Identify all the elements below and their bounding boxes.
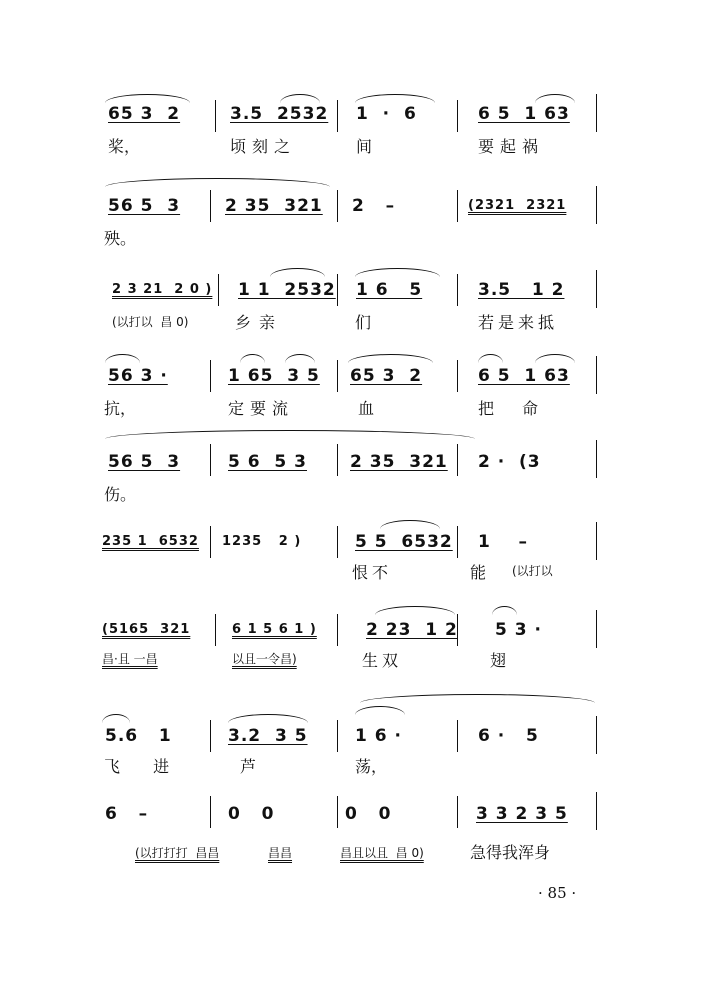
notes-5-3: 2 35 321 xyxy=(350,452,448,472)
lyric-7-1: 生双 xyxy=(362,651,403,670)
notes-4-3: 65 3 2 xyxy=(350,366,423,386)
perc-3-1: (以打以 昌 0) xyxy=(112,315,189,329)
notes-8-4: 6 · 5 xyxy=(478,726,539,746)
notes-3-2: 1 1 2532 xyxy=(238,280,336,300)
lyric-4-3: 血 xyxy=(358,399,375,418)
lyric-1-4: 要起祸 xyxy=(478,137,545,156)
lyric-8-3: 荡， xyxy=(355,757,388,776)
lyric-1-2: 顷刻之 xyxy=(230,137,297,156)
notes-5-2: 5 6 5 3 xyxy=(228,452,307,472)
notes-8-3: 1 6 · xyxy=(355,726,402,746)
notes-9-3: 0 0 xyxy=(345,804,392,824)
notes-9-1: 6 – xyxy=(105,804,149,824)
notes-4-4: 6 5 1 63 xyxy=(478,366,570,386)
perc-9-2: 昌昌 xyxy=(268,846,293,860)
notes-7-3: 2 23 1 2 xyxy=(366,620,458,640)
lyric-3-1: 乡亲 xyxy=(235,313,284,332)
notes-1-2: 3.5 2532 xyxy=(230,104,329,124)
lyric-4-4: 把命 xyxy=(478,399,567,418)
notes-3-4: 3.5 1 2 xyxy=(478,280,565,300)
notes-6-3: 5 5 6532 xyxy=(355,532,453,552)
lyric-3-3: 若是来抵 xyxy=(478,313,559,332)
lyric-6-2: 能 xyxy=(470,563,487,582)
notes-9-2: 0 0 xyxy=(228,804,275,824)
lyric-8-1: 飞 进 xyxy=(104,757,184,776)
notes-2-3: 2 – xyxy=(352,196,396,216)
lyric-6-1: 恨不 xyxy=(352,563,393,582)
lyric-9-1: 急得我浑身 xyxy=(470,843,551,862)
notes-5-1: 56 5 3 xyxy=(108,452,181,472)
notes-3-1: 2 3 21 2 0 ) xyxy=(112,282,213,297)
notes-7-1: (5165 321 xyxy=(102,622,191,637)
notes-2-2: 2 35 321 xyxy=(225,196,323,216)
lyric-3-2: 们 xyxy=(355,313,372,332)
lyric-5-1: 伤。 xyxy=(104,485,137,504)
notes-9-4: 3 3 2 3 5 xyxy=(476,804,568,824)
notes-6-2: 1235 2 ) xyxy=(222,534,302,549)
lyric-4-2: 定要流 xyxy=(228,399,295,418)
perc-6-1: (以打以 xyxy=(512,564,553,578)
lyric-7-2: 翅 xyxy=(490,651,507,670)
page-number: · 85 · xyxy=(538,884,577,902)
perc-9-1: (以打打打 昌昌 xyxy=(135,846,220,860)
lyric-8-2: 芦 xyxy=(240,757,257,776)
lyric-4-1: 抗， xyxy=(104,399,137,418)
notes-2-4: (2321 2321 xyxy=(468,198,567,213)
notes-6-4: 1 – xyxy=(478,532,529,552)
notes-7-2: 6 1 5 6 1 ) xyxy=(232,622,317,637)
notes-3-3: 1 6 5 xyxy=(356,280,423,300)
lyric-2-1: 殃。 xyxy=(104,229,137,248)
notes-2-1: 56 5 3 xyxy=(108,196,181,216)
notes-1-4: 6 5 1 63 xyxy=(478,104,570,124)
notes-6-1: 235 1 6532 xyxy=(102,534,199,549)
notes-1-3: 1 · 6 xyxy=(356,104,417,124)
perc-9-3: 昌且以且 昌 0) xyxy=(340,846,424,860)
lyric-1-3: 间 xyxy=(356,137,373,156)
notes-1-1: 65 3 2 xyxy=(108,104,181,124)
notes-8-1: 5.6 1 xyxy=(105,726,172,746)
perc-7-1: 昌·且 一昌 xyxy=(102,652,158,666)
perc-7-2: 以且一令昌) xyxy=(232,652,297,666)
notes-4-2: 1 65 3 5 xyxy=(228,366,320,386)
lyric-1-1: 桨， xyxy=(108,137,141,156)
notes-4-1: 56 3 · xyxy=(108,366,168,386)
notes-5-4: 2 · (3 xyxy=(478,452,541,472)
notes-7-4: 5 3 · xyxy=(495,620,542,640)
notes-8-2: 3.2 3 5 xyxy=(228,726,308,746)
